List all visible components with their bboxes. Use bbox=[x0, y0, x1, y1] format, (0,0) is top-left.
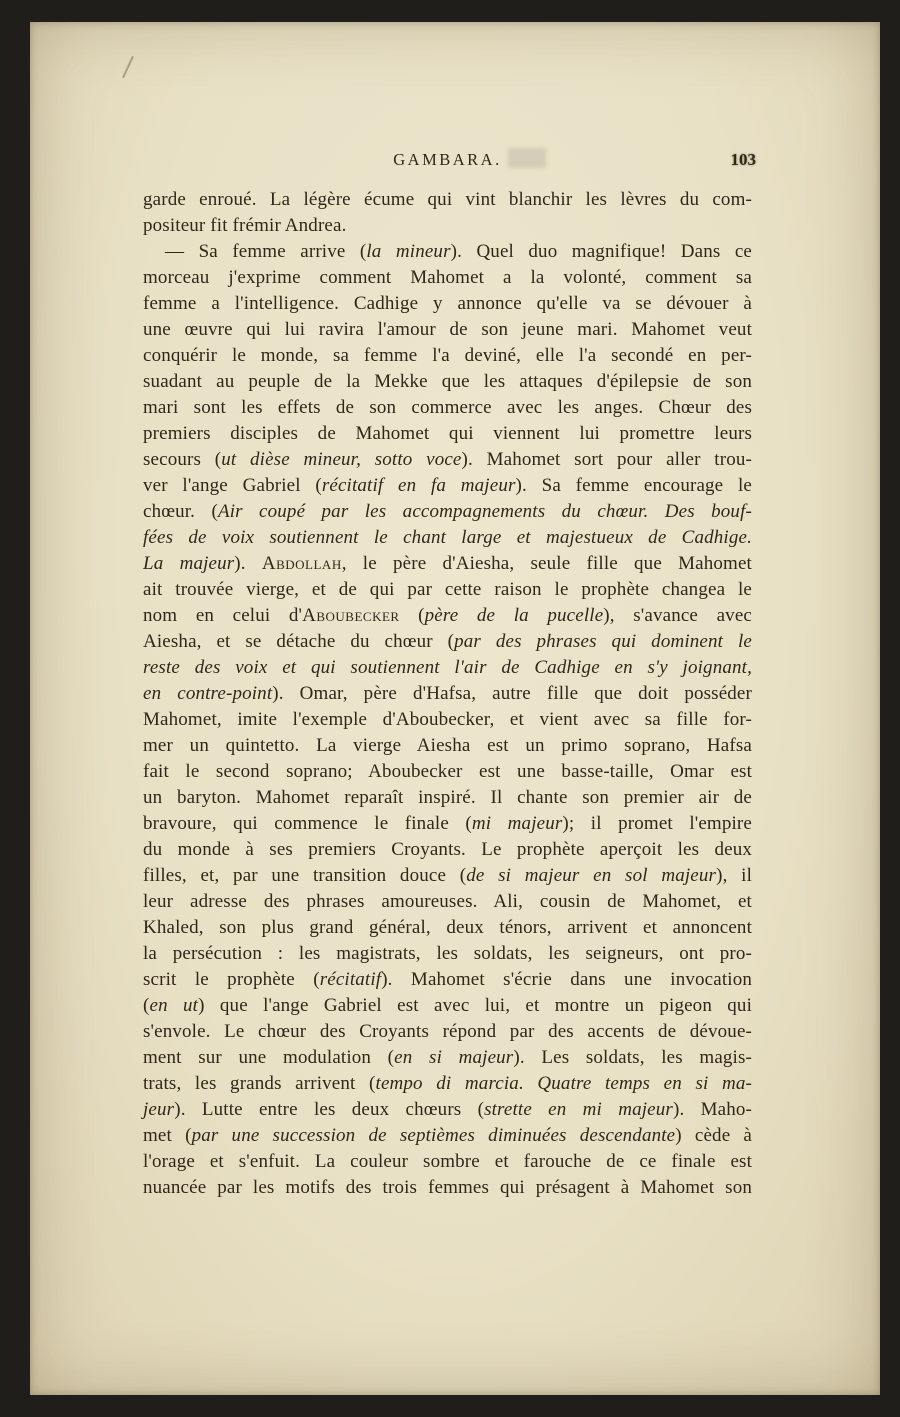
text-line bbox=[143, 265, 752, 291]
text-line bbox=[143, 1071, 752, 1097]
italic-run: strette en mi majeur bbox=[484, 1099, 673, 1120]
text-block bbox=[143, 187, 752, 1201]
italic-run: fées de voix soutiennent le chant large et majestueux de Cadhige. bbox=[143, 527, 752, 548]
text-line bbox=[143, 1123, 752, 1149]
text-run: morceau j'exprime comment Mahomet a la volonté, comment sa bbox=[143, 267, 752, 288]
text-run: ( bbox=[143, 995, 150, 1016]
text-run: ). Sa femme encourage le bbox=[515, 475, 752, 496]
text-line bbox=[143, 1097, 752, 1123]
text-line bbox=[143, 681, 752, 707]
text-line bbox=[143, 395, 752, 421]
text-run: ( bbox=[399, 605, 425, 626]
text-line bbox=[143, 603, 752, 629]
text-line bbox=[143, 629, 752, 655]
text-run: nom en celui d' bbox=[143, 605, 303, 626]
text-run: du monde à ses premiers Croyants. Le prophète aperçoit les deux bbox=[143, 839, 752, 860]
text-run: — Sa femme arrive ( bbox=[165, 241, 367, 262]
text-run: scrit le prophète ( bbox=[143, 969, 320, 990]
italic-run: par une succession de septièmes diminuées descendante bbox=[191, 1125, 676, 1146]
text-line bbox=[143, 369, 752, 395]
text-run: leur adresse des phrases amoureuses. Ali, cousin de Mahomet, et bbox=[143, 891, 752, 912]
text-run: garde enroué. La légère écume qui vint blanchir les lèvres du com- bbox=[143, 189, 752, 210]
text-run: ). Les soldats, les magis- bbox=[513, 1047, 753, 1068]
text-line bbox=[143, 447, 752, 473]
text-run: , le père d'Aiesha, seule fille que Mahomet bbox=[341, 553, 752, 574]
text-line bbox=[143, 577, 752, 603]
text-line bbox=[143, 187, 752, 213]
text-run: nuancée par les motifs des trois femmes qui présagent à Mahomet son bbox=[143, 1177, 752, 1198]
text-line bbox=[143, 967, 752, 993]
text-run: filles, et, par une transition douce ( bbox=[143, 865, 467, 886]
text-run: Khaled, son plus grand général, deux ténors, arrivent et annoncent bbox=[143, 917, 752, 938]
italic-run: récitatif bbox=[319, 969, 382, 990]
italic-run: Air coupé par les accompagnements du chœur. Des bouf- bbox=[217, 501, 752, 522]
text-run: ). Maho- bbox=[672, 1099, 753, 1120]
text-run: positeur fit frémir Andrea. bbox=[143, 215, 347, 236]
text-line bbox=[143, 525, 752, 551]
text-line bbox=[143, 473, 752, 499]
italic-run: en ut bbox=[149, 995, 199, 1016]
text-run: mari sont les effets de son commerce avec les anges. Chœur des bbox=[143, 397, 752, 418]
italic-run: reste des voix et qui soutiennent l'air de Cadhige en s'y joignant, bbox=[143, 657, 752, 678]
text-run: suadant au peuple de la Mekke que les attaques d'épilepsie de son bbox=[143, 371, 752, 392]
page-header bbox=[143, 150, 756, 174]
italic-run: jeur bbox=[143, 1099, 175, 1120]
text-run: premiers disciples de Mahomet qui viennent lui promettre leurs bbox=[143, 423, 752, 444]
text-run: ). bbox=[234, 553, 262, 574]
smallcaps-run: Abdollah bbox=[261, 553, 342, 574]
text-run: ). Quel duo magnifique! Dans ce bbox=[450, 241, 752, 262]
text-run: ait trouvée vierge, et de qui par cette raison le prophète changea le bbox=[143, 579, 752, 600]
italic-run: par des phrases qui dominent le bbox=[454, 631, 752, 652]
text-run: ) que l'ange Gabriel est avec lui, et montre un pigeon qui bbox=[198, 995, 753, 1016]
text-line bbox=[143, 707, 752, 733]
text-line bbox=[143, 655, 752, 681]
text-line bbox=[143, 993, 752, 1019]
italic-run: ut dièse mineur, sotto voce bbox=[221, 449, 462, 470]
text-run: ver l'ange Gabriel ( bbox=[143, 475, 322, 496]
text-run: Mahomet, imite l'exemple d'Aboubecker, et vient avec sa fille for- bbox=[143, 709, 752, 730]
text-line bbox=[143, 1175, 752, 1201]
text-run: trats, les grands arrivent ( bbox=[143, 1073, 376, 1094]
text-run: ); il promet l'empire bbox=[562, 813, 752, 834]
italic-run: père de la pucelle bbox=[424, 605, 604, 626]
text-line bbox=[143, 863, 752, 889]
text-run: ). Mahomet sort pour aller trou- bbox=[461, 449, 752, 470]
text-line bbox=[143, 239, 752, 265]
text-run: une œuvre qui lui ravira l'amour de son jeune mari. Mahomet veut bbox=[143, 319, 752, 340]
text-run: ment sur une modulation ( bbox=[143, 1047, 395, 1068]
text-line bbox=[143, 1045, 752, 1071]
text-run: femme a l'intelligence. Cadhige y annonce qu'elle va se dévouer à bbox=[143, 293, 752, 314]
text-line bbox=[143, 213, 752, 239]
text-line bbox=[143, 291, 752, 317]
text-run: met ( bbox=[143, 1125, 192, 1146]
italic-run: mi majeur bbox=[471, 813, 563, 834]
italic-run: la mineur bbox=[366, 241, 451, 262]
text-line bbox=[143, 499, 752, 525]
text-line bbox=[143, 317, 752, 343]
text-run: ), il bbox=[716, 865, 753, 886]
text-run: mer un quintetto. La vierge Aiesha est un primo soprano, Hafsa bbox=[143, 735, 752, 756]
text-line bbox=[143, 889, 752, 915]
text-line bbox=[143, 941, 752, 967]
text-run: ). Mahomet s'écrie dans une invocation bbox=[381, 969, 752, 990]
text-run: secours ( bbox=[143, 449, 222, 470]
text-run: ). Lutte entre les deux chœurs ( bbox=[174, 1099, 485, 1120]
text-run: ). Omar, père d'Hafsa, autre fille que doit posséder bbox=[272, 683, 752, 704]
text-line bbox=[143, 551, 752, 577]
text-line bbox=[143, 837, 752, 863]
text-run: Aiesha, et se détache du chœur ( bbox=[143, 631, 455, 652]
text-line bbox=[143, 1149, 752, 1175]
text-run: chœur. ( bbox=[143, 501, 218, 522]
italic-run: récitatif en fa majeur bbox=[321, 475, 516, 496]
running-title: GAMBARA. bbox=[393, 150, 502, 169]
book-page bbox=[30, 22, 880, 1395]
italic-run: de si majeur en sol majeur bbox=[466, 865, 717, 886]
text-run: conquérir le monde, sa femme l'a deviné, elle l'a secondé en per- bbox=[143, 345, 752, 366]
text-run: fait le second soprano; Aboubecker est une basse-taille, Omar est bbox=[143, 761, 752, 782]
pencil-mark bbox=[122, 56, 134, 79]
text-run: un baryton. Mahomet reparaît inspiré. Il chante son premier air de bbox=[143, 787, 752, 808]
italic-run: en contre-point bbox=[143, 683, 273, 704]
italic-run: tempo di marcia. Quatre temps en si ma- bbox=[375, 1073, 752, 1094]
text-line bbox=[143, 1019, 752, 1045]
text-line bbox=[143, 785, 752, 811]
page-number: 103 bbox=[730, 150, 756, 169]
italic-run: en si majeur bbox=[394, 1047, 514, 1068]
text-line bbox=[143, 811, 752, 837]
text-line bbox=[143, 915, 752, 941]
text-line bbox=[143, 733, 752, 759]
text-line bbox=[143, 343, 752, 369]
text-run: ), s'avance avec bbox=[603, 605, 752, 626]
text-run: ) cède à bbox=[675, 1125, 752, 1146]
text-run: l'orage et s'enfuit. La couleur sombre et farouche de ce finale est bbox=[143, 1151, 752, 1172]
text-run: bravoure, qui commence le finale ( bbox=[143, 813, 472, 834]
text-run: la persécution : les magistrats, les soldats, les seigneurs, ont pro- bbox=[143, 943, 752, 964]
text-line bbox=[143, 759, 752, 785]
text-run: s'envole. Le chœur des Croyants répond par des accents de dévoue- bbox=[143, 1021, 752, 1042]
text-line bbox=[143, 421, 752, 447]
italic-run: La majeur bbox=[143, 553, 235, 574]
smallcaps-run: Aboubecker bbox=[302, 605, 400, 626]
